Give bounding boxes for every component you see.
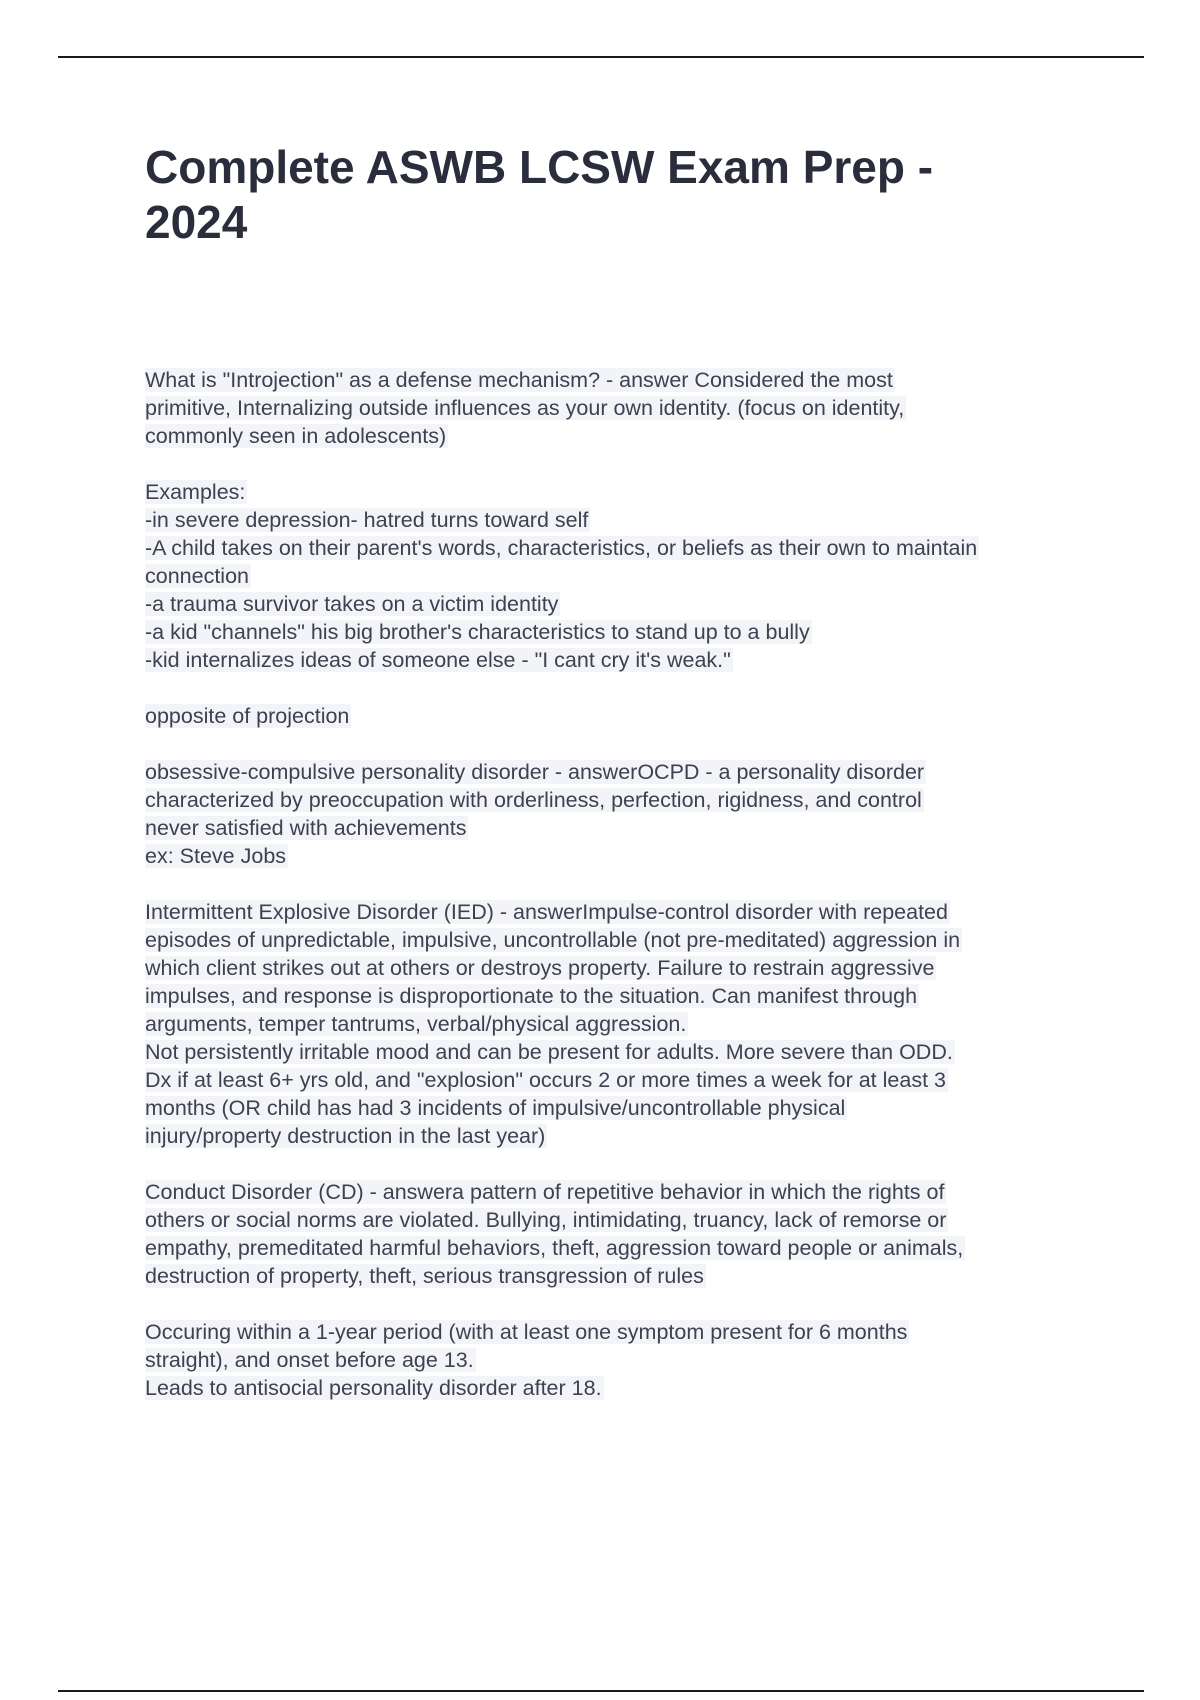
text-line-content: Not persistently irritable mood and can be present for adults. More severe than ODD. (145, 1040, 953, 1064)
text-line-content: characterized by preoccupation with orderliness, perfection, rigidness, and control (145, 788, 922, 812)
text-line (145, 1010, 1090, 1038)
qa-paragraph (145, 702, 1090, 730)
text-line-content: empathy, premeditated harmful behaviors, theft, aggression toward people or animals, (145, 1236, 964, 1260)
text-line (145, 422, 1090, 450)
text-line (145, 506, 1090, 534)
text-line (145, 646, 1090, 674)
text-line (145, 1318, 1090, 1346)
text-line (145, 842, 1090, 870)
text-line-content: which client strikes out at others or destroys property. Failure to restrain aggressive (145, 956, 935, 980)
qa-paragraph (145, 1318, 1090, 1402)
qa-paragraph (145, 898, 1090, 1150)
text-line-content: Occuring within a 1-year period (with at least one symptom present for 6 months (145, 1320, 908, 1344)
text-line-content: -a kid "channels" his big brother's characteristics to stand up to a bully (145, 620, 810, 644)
qa-paragraph (145, 478, 1090, 674)
text-line (145, 1262, 1090, 1290)
text-line-content: -A child takes on their parent's words, characteristics, or beliefs as their own to maintain (145, 536, 978, 560)
qa-paragraph (145, 1178, 1090, 1290)
text-line-content: primitive, Internalizing outside influences as your own identity. (focus on identity, (145, 396, 905, 420)
text-line-content: -a trauma survivor takes on a victim identity (145, 592, 559, 616)
text-line (145, 1122, 1090, 1150)
text-line (145, 926, 1090, 954)
text-line-content: episodes of unpredictable, impulsive, uncontrollable (not pre-meditated) aggression in (145, 928, 961, 952)
text-line-content: impulses, and response is disproportionate to the situation. Can manifest through (145, 984, 918, 1008)
document-body (145, 366, 1090, 1430)
text-line-content: destruction of property, theft, serious transgression of rules (145, 1264, 704, 1288)
text-line-content: others or social norms are violated. Bullying, intimidating, truancy, lack of remorse or (145, 1208, 947, 1232)
text-line (145, 758, 1090, 786)
text-line-content: straight), and onset before age 13. (145, 1348, 474, 1372)
text-line-content: never satisfied with achievements (145, 816, 467, 840)
text-line-content: commonly seen in adolescents) (145, 424, 447, 448)
text-line (145, 954, 1090, 982)
text-line-content: ex: Steve Jobs (145, 844, 287, 868)
text-line (145, 982, 1090, 1010)
text-line (145, 1374, 1090, 1402)
text-line (145, 898, 1090, 926)
text-line (145, 786, 1090, 814)
text-line-content: Intermittent Explosive Disorder (IED) - answerImpulse-control disorder with repeated (145, 900, 948, 924)
text-line (145, 1038, 1090, 1066)
text-line (145, 814, 1090, 842)
text-line-content: connection (145, 564, 249, 588)
text-line-content: Examples: (145, 480, 246, 504)
title-line: 2024 (145, 196, 248, 248)
text-line-content: -in severe depression- hatred turns toward self (145, 508, 589, 532)
text-line (145, 478, 1090, 506)
text-line (145, 1094, 1090, 1122)
qa-paragraph (145, 758, 1090, 870)
text-line (145, 534, 1090, 562)
text-line-content: Dx if at least 6+ yrs old, and "explosion" occurs 2 or more times a week for at least 3 (145, 1068, 946, 1092)
text-line (145, 1066, 1090, 1094)
text-line-content: Conduct Disorder (CD) - answera pattern of repetitive behavior in which the rights of (145, 1180, 945, 1204)
title-line: Complete ASWB LCSW Exam Prep - (145, 141, 934, 193)
text-line (145, 590, 1090, 618)
qa-paragraph (145, 366, 1090, 450)
text-line-content: opposite of projection (145, 704, 350, 728)
bottom-divider (58, 1690, 1144, 1692)
page-title (145, 140, 1045, 250)
text-line-content: arguments, temper tantrums, verbal/physical aggression. (145, 1012, 687, 1036)
text-line (145, 562, 1090, 590)
text-line (145, 366, 1090, 394)
text-line (145, 1206, 1090, 1234)
text-line-content: injury/property destruction in the last year) (145, 1124, 546, 1148)
text-line (145, 1234, 1090, 1262)
top-divider (58, 56, 1144, 58)
text-line (145, 618, 1090, 646)
text-line-content: months (OR child has had 3 incidents of impulsive/uncontrollable physical (145, 1096, 846, 1120)
text-line-content: Leads to antisocial personality disorder after 18. (145, 1376, 602, 1400)
text-line (145, 1178, 1090, 1206)
text-line (145, 702, 1090, 730)
text-line (145, 394, 1090, 422)
text-line-content: obsessive-compulsive personality disorder - answerOCPD - a personality disorder (145, 760, 925, 784)
text-line-content: -kid internalizes ideas of someone else - "I cant cry it's weak." (145, 648, 731, 672)
text-line-content: What is "Introjection" as a defense mechanism? - answer Considered the most (145, 368, 893, 392)
text-line (145, 1346, 1090, 1374)
